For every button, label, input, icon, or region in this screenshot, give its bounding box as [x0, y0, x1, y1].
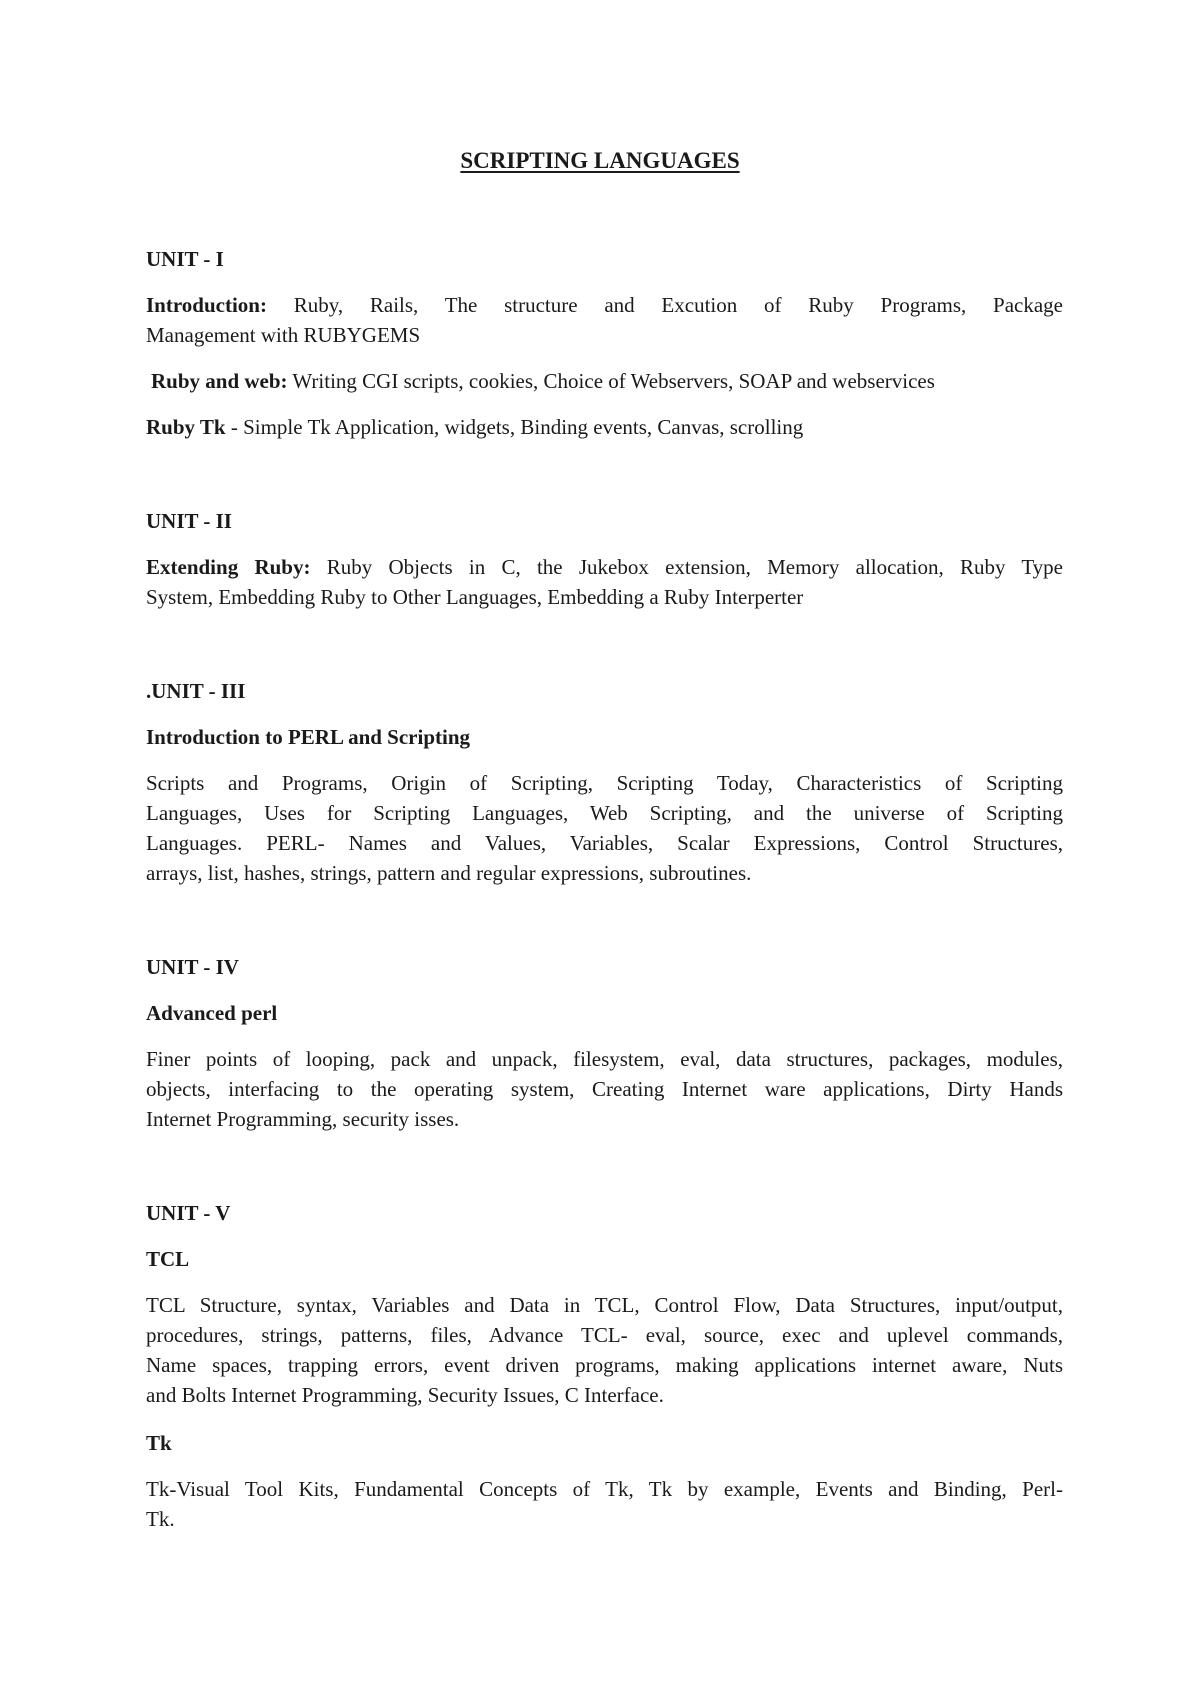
extending-ruby-label: Extending Ruby: [146, 555, 311, 579]
tk-paragraph: Tk-Visual Tool Kits, Fundamental Concepts of Tk, Tk by example, Events and Binding, Perl- Tk. [146, 1477, 1063, 1531]
unit-2-heading: UNIT - II [146, 509, 232, 533]
unit-1-introduction: Introduction: Ruby, Rails, The structure and Excution of Ruby Programs, Package Management with RUBYGEMS [146, 293, 1063, 347]
unit-3-paragraph: Scripts and Programs, Origin of Scripting, Scripting Today, Characteristics of Scripting Languages, Uses for Scripting Languages, Web Scripting, and the universe of Scripting Languages. PERL- Names and Values, Variables, Scalar Expressions, Control Structures, arrays, list, hashes, strings, pattern and regular expressions, subroutines. [146, 771, 1063, 885]
unit-4-subheading: Advanced perl [146, 1001, 278, 1025]
unit-2-extending-ruby: Extending Ruby: Ruby Objects in C, the Jukebox extension, Memory allocation, Ruby Type System, Embedding Ruby to Other Languages, Embedding a Ruby Interperter [146, 555, 1064, 609]
tcl-paragraph: TCL Structure, syntax, Variables and Data in TCL, Control Flow, Data Structures, input/output, procedures, strings, patterns, files, Advance TCL- eval, source, exec and uplevel commands, Name spaces, trapping errors, event driven programs, making applications internet aware, Nuts and Bolts Internet Programming, Security Issues, C Interface. [146, 1293, 1063, 1407]
unit-3-subheading: Introduction to PERL and Scripting [146, 725, 471, 749]
unit-1-ruby-and-web: Ruby and web: Writing CGI scripts, cookies, Choice of Webservers, SOAP and webservices [151, 369, 935, 393]
unit-3-heading: .UNIT - III [146, 679, 246, 703]
unit-1-ruby-tk: Ruby Tk - Simple Tk Application, widgets, Binding events, Canvas, scrolling [146, 415, 804, 439]
unit-4-paragraph: Finer points of looping, pack and unpack, filesystem, eval, data structures, packages, modules, objects, interfacing to the operating system, Creating Internet ware applications, Dirty Hands Internet Programming, security isses. [146, 1047, 1063, 1131]
unit-4-heading: UNIT - IV [146, 955, 239, 979]
introduction-label: Introduction: [146, 293, 267, 317]
tcl-heading: TCL [146, 1247, 190, 1271]
unit-5-heading: UNIT - V [146, 1201, 231, 1225]
tk-heading: Tk [146, 1431, 172, 1455]
ruby-tk-label: Ruby Tk [146, 415, 226, 439]
document-title: SCRIPTING LANGUAGES [460, 148, 740, 173]
ruby-and-web-label: Ruby and web: [151, 369, 288, 393]
unit-1-heading: UNIT - I [146, 247, 224, 271]
